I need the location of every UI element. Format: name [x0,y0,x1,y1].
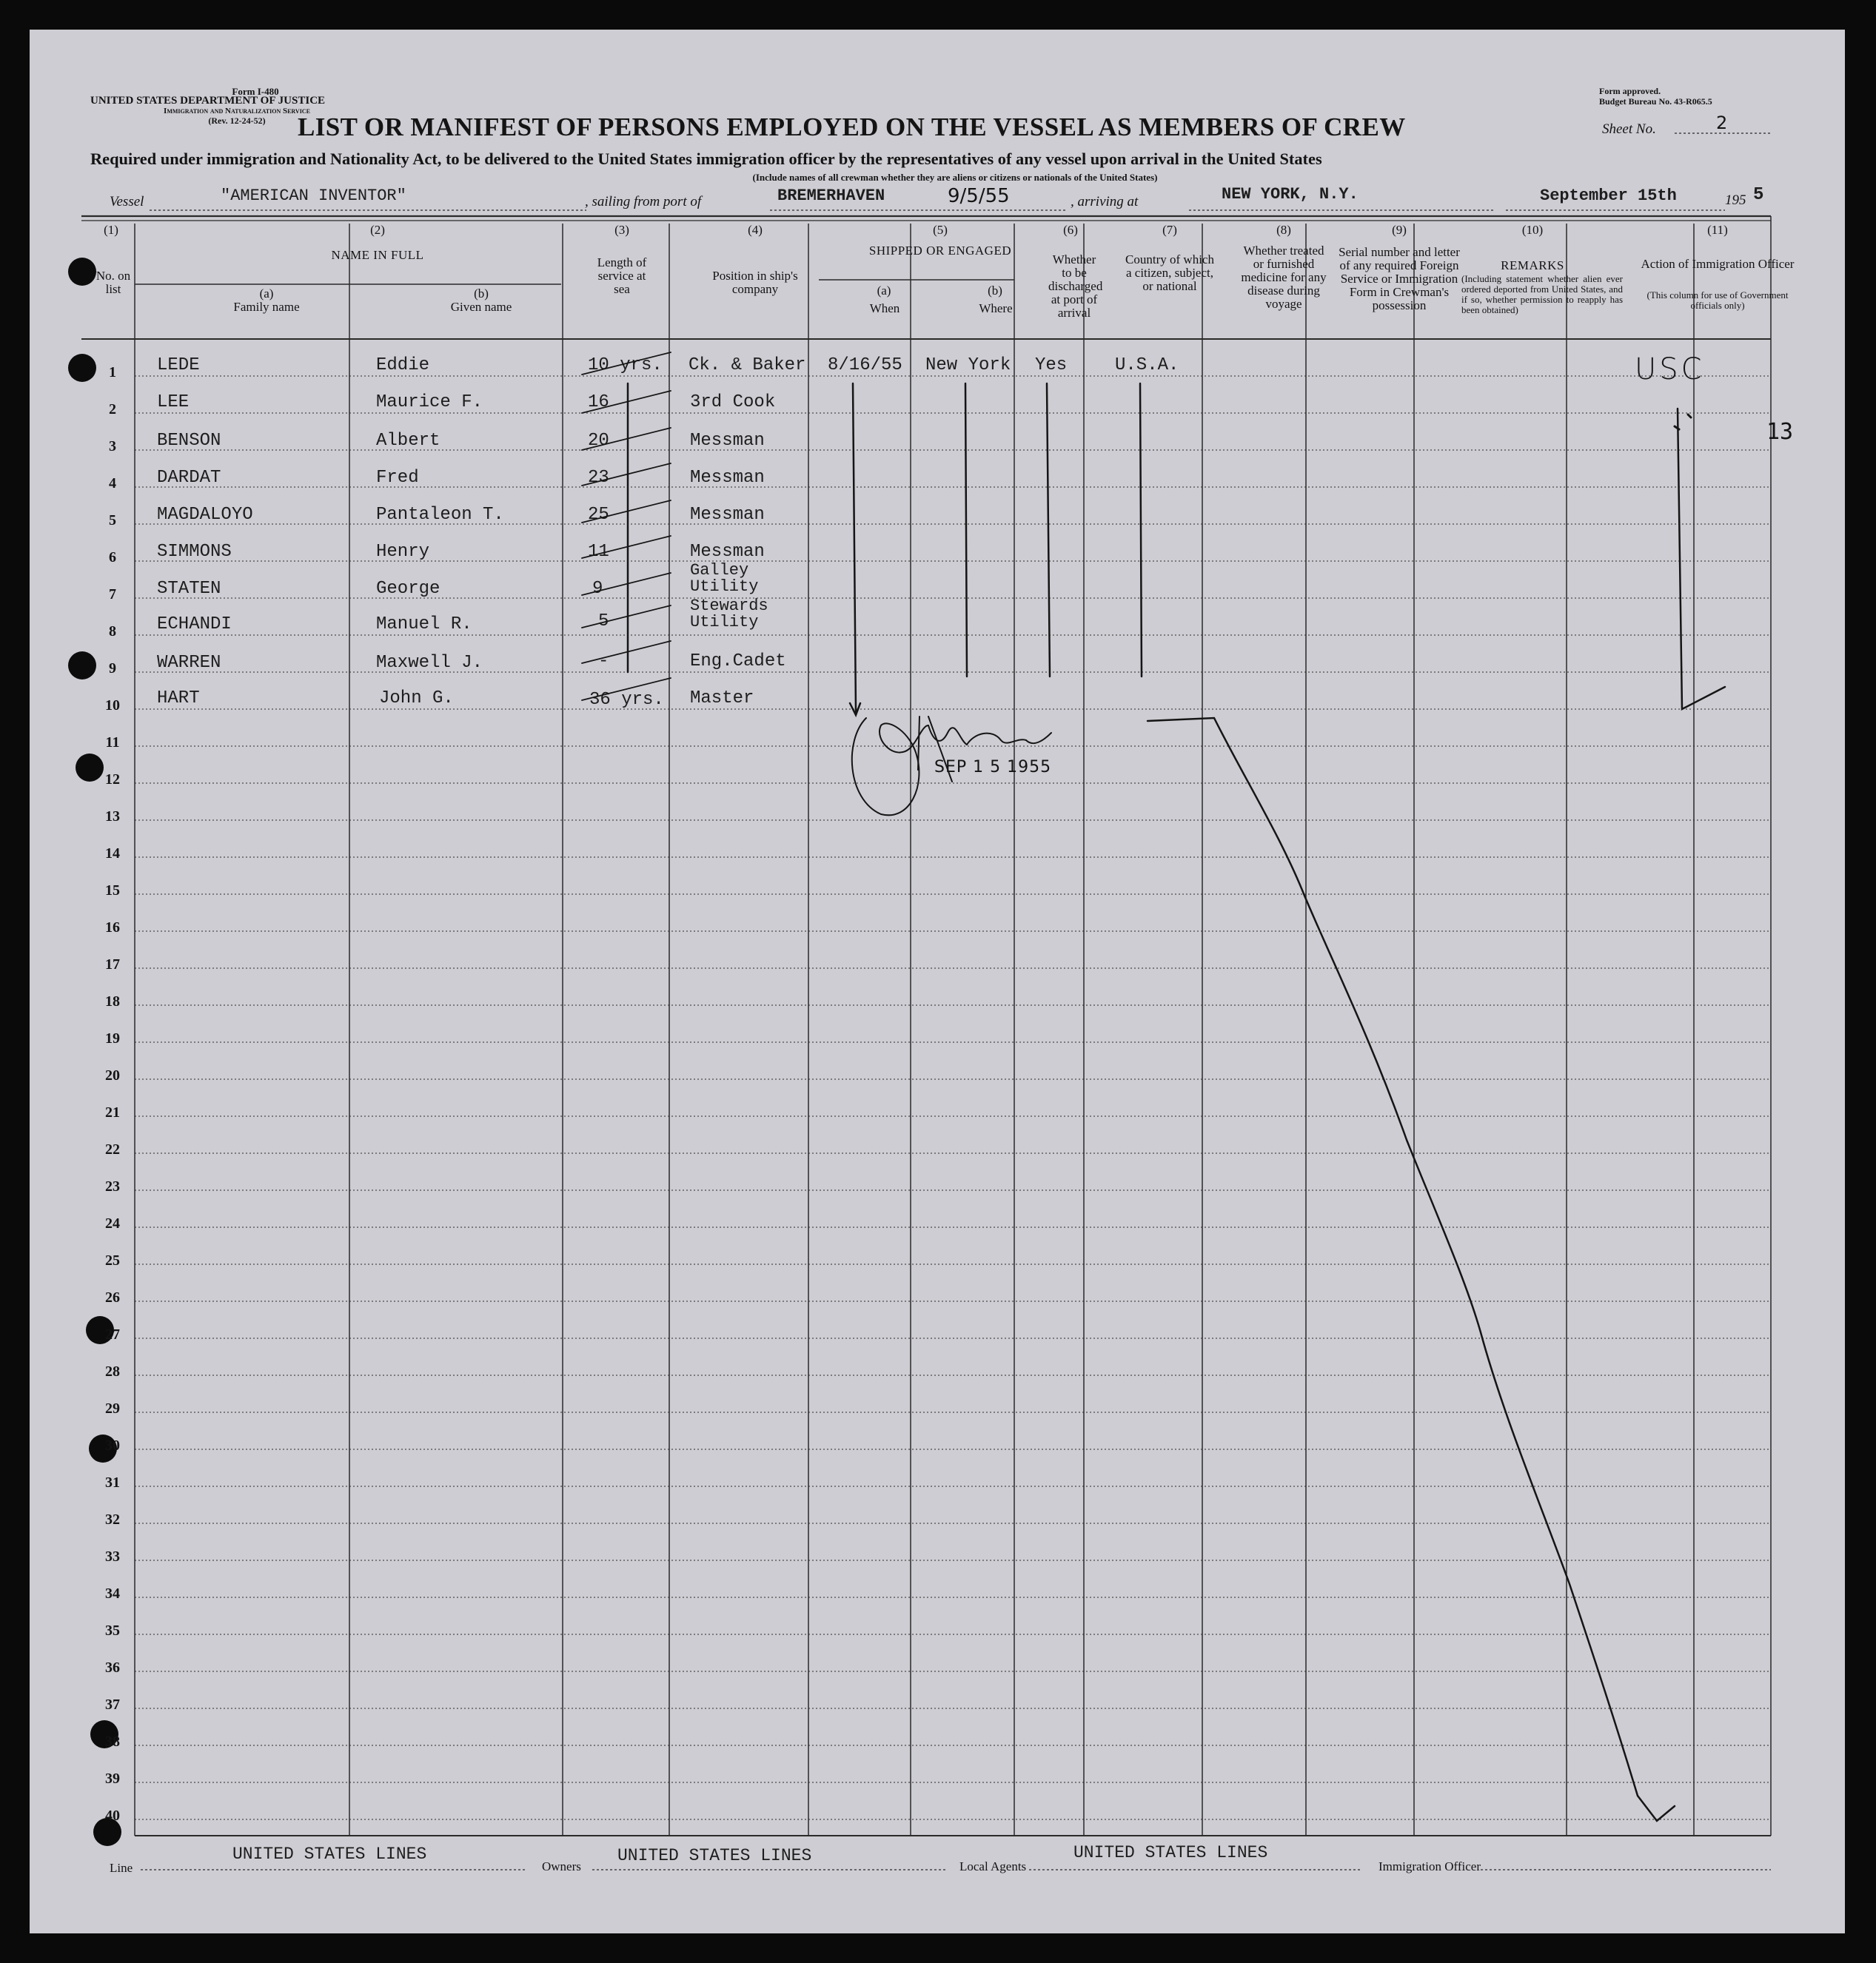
position: Galley Utility [690,561,759,596]
row-number: 10 [105,697,120,714]
agents-label: Local Agents [959,1859,1027,1873]
row-number: 30 [105,1437,120,1454]
year-prefix: 195 [1725,192,1746,208]
signature [852,718,1051,815]
row-number: 8 [109,623,116,640]
row-number: 28 [105,1363,120,1380]
col5-label: SHIPPED OR ENGAGED [868,244,1012,258]
arrival-port: NEW YORK, N.Y. [1222,185,1359,204]
service-length: - [598,651,609,671]
discharged: Yes [1035,355,1068,375]
row-number: 34 [105,1586,120,1602]
engaged-when: 8/16/55 [828,355,902,375]
department: UNITED STATES DEPARTMENT OF JUSTICE [90,95,326,107]
position: Ck. & Baker [689,355,806,375]
family-name: LEDE [157,355,200,375]
col4-label: Position in ship's company [712,269,798,296]
row-number: 37 [105,1697,120,1713]
col10-label: REMARKS [1501,258,1564,272]
col9-number: (9) [1392,223,1407,237]
cancel-line [1148,718,1675,1821]
subtitle: Required under immigration and Nationality Act, to be delivered to the United States immigration officer by the representatives of any vessel upon arrival in the United States [90,150,1322,168]
row-number: 33 [105,1548,120,1565]
position: Messman [690,468,765,488]
row-number: 35 [105,1623,120,1639]
family-name: STATEN [157,579,221,599]
line-label: Line [110,1861,133,1875]
service-strike [582,500,671,523]
row-number: 19 [105,1030,120,1047]
service-strike [582,352,671,375]
family-name: ECHANDI [157,614,232,634]
row-number: 22 [105,1141,120,1158]
col5-number: (5) [933,223,948,237]
service-strike [582,536,671,558]
service: Immigration and Naturalization Service [164,107,310,115]
ditto-line-where [965,383,967,677]
service-strike [582,428,671,450]
budget-bureau-no: Budget Bureau No. 43-R065.5 [1599,96,1712,107]
immigration-officer-label: Immigration Officer [1378,1859,1481,1873]
sheet-label: Sheet No. [1602,121,1656,137]
officer-mark-usc: USC [1635,352,1705,386]
engaged-where: New York [925,355,1011,375]
row-number: 2 [109,401,116,417]
signature [918,717,952,782]
service-length: 9 [592,579,603,599]
service-length: 16 [588,392,609,412]
given-name: George [376,579,440,599]
row-number: 17 [105,956,120,973]
col1-number: (1) [104,223,118,237]
family-name: LEE [157,392,190,412]
row-number: 40 [105,1808,120,1824]
col2a-label: Family name [233,300,300,314]
arrival-date: September 15th [1540,187,1677,205]
row-number: 6 [109,549,116,566]
row-number: 32 [105,1511,120,1528]
revision: (Rev. 12-24-52) [208,115,266,126]
col11-note: (This column for use of Government officials only) [1646,289,1789,311]
col2b-label: Given name [450,300,512,314]
page-title: LIST OR MANIFEST OF PERSONS EMPLOYED ON THE VESSEL AS MEMBERS OF CREW [298,113,1406,141]
line-value: UNITED STATES LINES [232,1845,427,1864]
service-length: 5 [598,611,609,631]
row-number: 36 [105,1660,120,1676]
form-number: Form I-480 [232,86,279,97]
row-number: 29 [105,1400,120,1417]
vessel-label: Vessel [110,194,144,209]
row-number: 3 [109,438,116,454]
include-note: (Include names of all crewman whether they are aliens or citizens or nationals of the United States) [752,172,1158,183]
col11-label: Action of Immigration Officer [1641,257,1795,271]
row-number: 9 [109,660,116,677]
given-name: Maxwell J. [376,653,483,673]
given-name: Pantaleon T. [376,505,504,525]
row-number: 12 [105,771,120,788]
position: Stewards Utility [690,597,768,631]
ditto-line-when [850,383,860,715]
service-length: 23 [588,468,609,488]
service-strike [582,605,671,628]
col3-label: Length of service at sea [597,255,647,296]
country: U.S.A. [1115,355,1179,375]
row-number: 13 [105,808,120,825]
col5b-label: Where [979,301,1013,315]
given-name: Manuel R. [376,614,472,634]
manifest-sheet [30,30,1845,1933]
sail-date: 9/5/55 [948,185,1010,207]
row-number: 39 [105,1771,120,1787]
service-strike [582,463,671,486]
col4-number: (4) [748,223,763,237]
year-suffix: 5 [1753,185,1764,205]
service-length: 20 [588,431,609,451]
col6-label: Whether to be discharged at port of arrival [1048,252,1103,320]
col5a-label: When [869,301,900,315]
position: Messman [690,431,765,451]
officer-bracket [1678,409,1725,709]
given-name: John G. [379,688,454,708]
owners-value: UNITED STATES LINES [617,1846,812,1865]
row-number: 26 [105,1289,120,1306]
arrival-stamp: SEP 1 5 1955 [934,758,1052,776]
col8-label: Whether treated or furnished medicine for any disease during voyage [1241,244,1327,311]
given-name: Eddie [376,355,430,375]
row-number: 14 [105,845,120,862]
family-name: DARDAT [157,468,221,488]
col7-number: (7) [1162,223,1177,237]
col5b-number: (b) [988,283,1002,298]
col10-number: (10) [1521,223,1544,237]
handwritten-marks [30,30,1845,1933]
col7-label: Country of which a citizen, subject, or national [1125,252,1214,293]
row-number: 4 [109,475,116,491]
service-length: 25 [588,505,609,525]
col2b-number: (b) [474,286,489,301]
service-strike [582,573,671,595]
row-number: 11 [105,734,120,751]
service-length: 10 yrs. [588,355,663,375]
sailing-label: , sailing from port of [585,194,702,209]
ditto-line-country [1140,383,1142,677]
row-number: 25 [105,1252,120,1269]
ditto-line-discharged [1047,383,1050,677]
col11-number: (11) [1707,223,1728,237]
sheet-number: 2 [1716,113,1728,133]
vessel-name: "AMERICAN INVENTOR" [221,187,406,205]
agents-value: UNITED STATES LINES [1073,1843,1268,1862]
row-number: 15 [105,882,120,899]
col10-note: (Including statement whether alien ever ordered deported from United States, and if so, whether permission to reapply has been obtained) [1461,273,1623,315]
service-strike [582,641,671,663]
service-length: 36 yrs. [589,690,664,710]
col8-number: (8) [1276,223,1291,237]
position: Messman [690,542,765,562]
given-name: Albert [376,431,440,451]
position: 3rd Cook [690,392,776,412]
crew-count: 13 [1766,419,1794,445]
owners-label: Owners [542,1859,581,1873]
family-name: MAGDALOYO [157,505,253,525]
given-name: Fred [376,468,419,488]
row-number: 27 [105,1326,120,1343]
arriving-label: , arriving at [1071,194,1139,209]
family-name: WARREN [157,653,221,673]
col3-number: (3) [614,223,629,237]
row-number: 38 [105,1734,120,1750]
row-number: 16 [105,919,120,936]
col1-label: No. on list [96,269,131,296]
col2a-number: (a) [259,286,274,301]
position: Eng.Cadet [690,651,786,671]
row-number: 18 [105,993,120,1010]
col5a-number: (a) [877,283,891,298]
row-number: 1 [109,364,116,380]
approval-note: Form approved. [1599,86,1661,96]
row-number: 24 [105,1215,120,1232]
row-number: 7 [109,586,116,603]
service-strike [582,678,671,700]
departure-port: BREMERHAVEN [777,187,885,205]
col2-number: (2) [370,223,385,237]
family-name: BENSON [157,431,221,451]
position: Master [690,688,754,708]
family-name: HART [157,688,200,708]
row-number: 5 [109,512,116,528]
row-number: 23 [105,1178,120,1195]
col6-number: (6) [1063,223,1078,237]
given-name: Henry [376,542,430,562]
col2-label: NAME IN FULL [331,248,424,262]
service-length: 11 [588,542,609,562]
service-strike [582,391,671,413]
row-number: 31 [105,1474,120,1491]
given-name: Maurice F. [376,392,483,412]
row-number: 21 [105,1104,120,1121]
row-number: 20 [105,1067,120,1084]
family-name: SIMMONS [157,542,232,562]
col9-label: Serial number and letter of any required Foreign Service or Immigration Form in Crewman's possession [1339,245,1460,312]
position: Messman [690,505,765,525]
